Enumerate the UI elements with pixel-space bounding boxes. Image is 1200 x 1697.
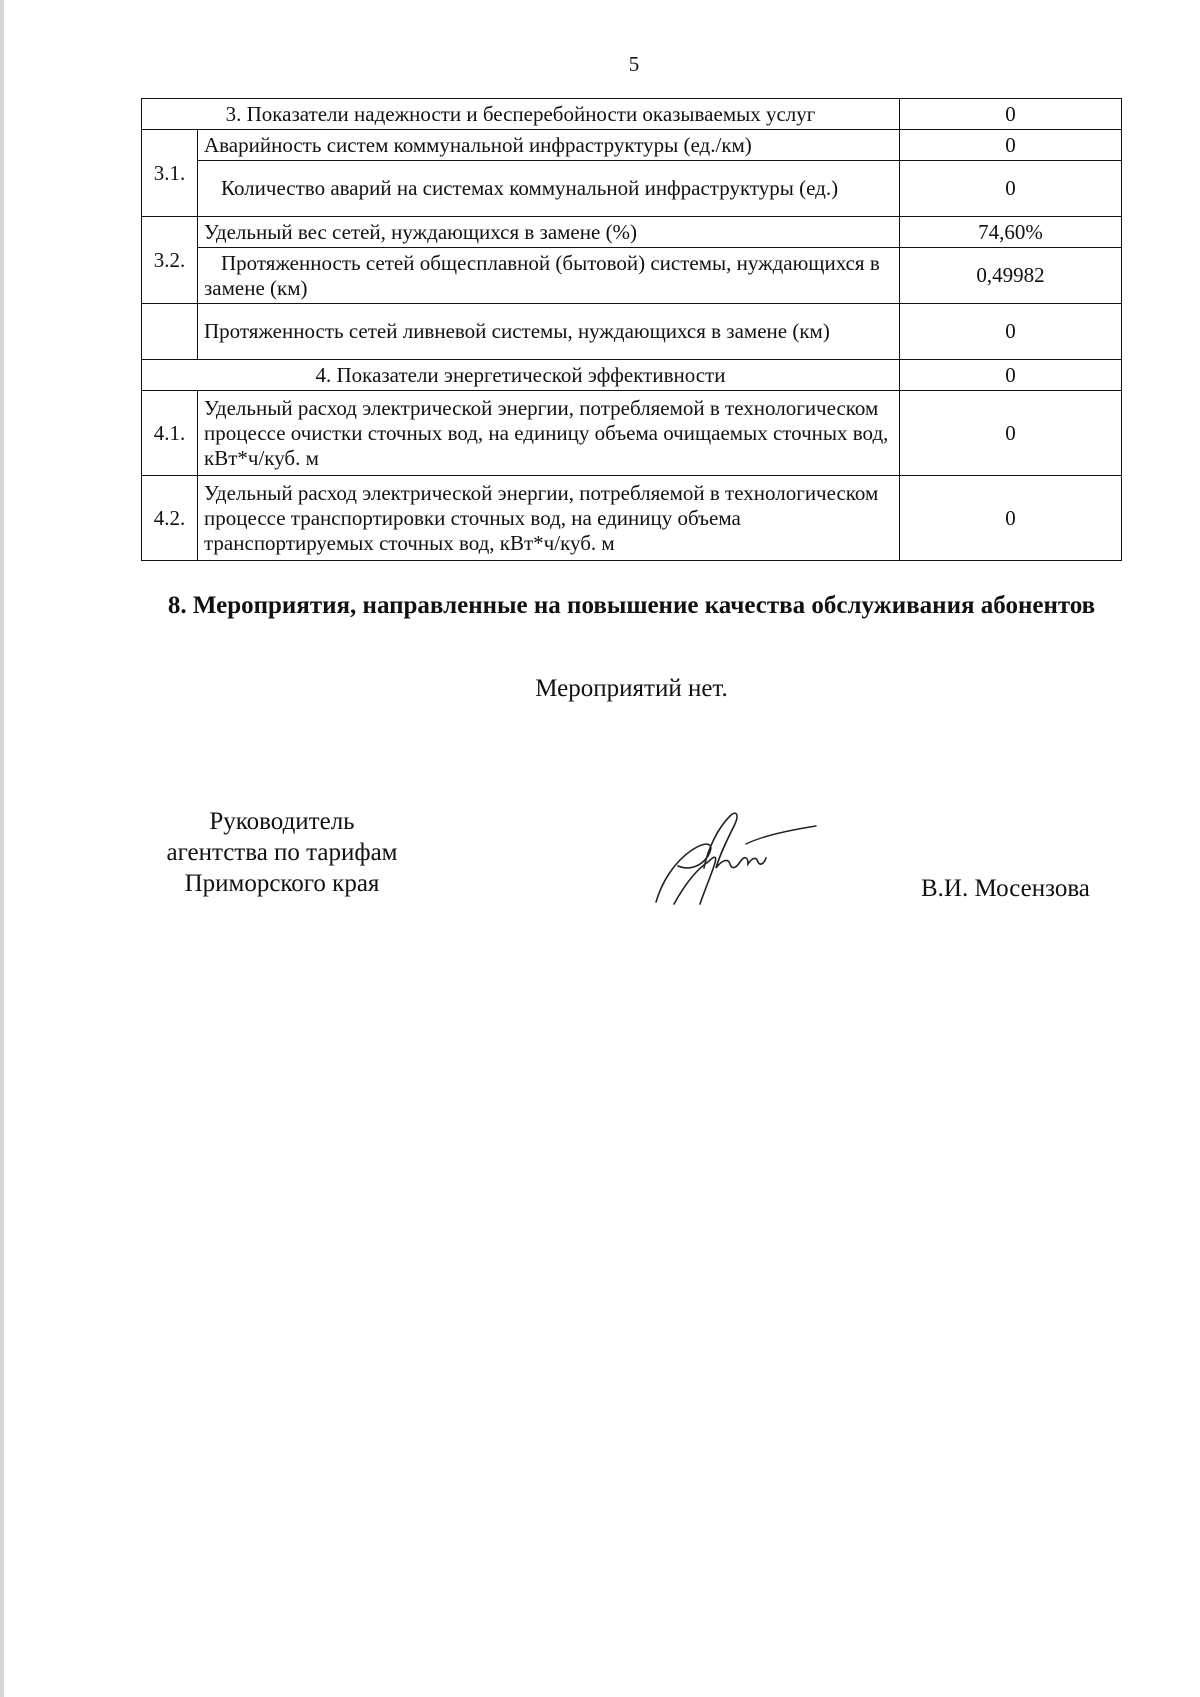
table-row-3-2-a [142, 217, 1122, 248]
section-8-note: Мероприятий нет. [535, 675, 728, 702]
row-3-2-b-value: 0,49982 [900, 248, 1122, 304]
row-4-2-value: 0 [900, 476, 1122, 561]
row-number-3-1: 3.1. [142, 130, 198, 217]
signer-name: В.И. Мосензова [921, 875, 1090, 902]
row-number-empty [142, 304, 198, 360]
row-3-2-a-value: 74,60% [900, 217, 1122, 248]
signer-position-line-2: агентства по тарифам [166, 839, 398, 866]
row-3-1-a-description: Аварийность систем коммунальной инфраструктуры (ед./км) [198, 130, 900, 161]
row-3-1-b-value: 0 [900, 161, 1122, 217]
table-row-section-3 [142, 99, 1122, 130]
storm-network-description: Протяженность сетей ливневой системы, нуждающихся в замене (км) [198, 304, 900, 360]
row-4-2-description: Удельный расход электрической энергии, потребляемой в технологическом процессе транспортировки сточных вод, на единицу объема транспортируемых сточных вод, кВт*ч/куб. м [198, 476, 900, 561]
row-4-1-description: Удельный расход электрической энергии, потребляемой в технологическом процессе очистки сточных вод, на единицу объема очищаемых сточных вод, кВт*ч/куб. м [198, 391, 900, 476]
page-number: 5 [628, 52, 640, 76]
section-3-value: 0 [900, 99, 1122, 130]
table-row-4-1 [142, 391, 1122, 476]
row-3-1-b-description: Количество аварий на системах коммунальной инфраструктуры (ед.) [198, 161, 900, 217]
section-4-title: 4. Показатели энергетической эффективности [142, 360, 900, 391]
table-row-3-1-a [142, 130, 1122, 161]
row-number-3-2: 3.2. [142, 217, 198, 304]
row-number-4-1: 4.1. [142, 391, 198, 476]
row-3-2-a-description: Удельный вес сетей, нуждающихся в замене (%) [198, 217, 900, 248]
section-4-value: 0 [900, 360, 1122, 391]
table-row-4-2 [142, 476, 1122, 561]
table-row-section-4 [142, 360, 1122, 391]
signer-position-line-1: Руководитель [209, 808, 355, 835]
row-3-1-a-value: 0 [900, 130, 1122, 161]
table-row-3-1-b [142, 161, 1122, 217]
section-8-title: 8. Мероприятия, направленные на повышение качества обслуживания абонентов [167, 592, 1096, 619]
row-number-4-2: 4.2. [142, 476, 198, 561]
row-4-1-value: 0 [900, 391, 1122, 476]
section-3-title: 3. Показатели надежности и бесперебойности оказываемых услуг [142, 99, 900, 130]
indicators-table [141, 98, 1122, 561]
table-row-3-2-b [142, 248, 1122, 304]
table-row-storm-network [142, 304, 1122, 360]
scan-left-edge [0, 0, 4, 1697]
signer-position-line-3: Приморского края [184, 870, 380, 897]
row-3-2-b-description: Протяженность сетей общесплавной (бытовой) системы, нуждающихся в замене (км) [198, 248, 900, 304]
signer-position [137, 806, 427, 899]
handwritten-signature [648, 804, 828, 914]
storm-network-value: 0 [900, 304, 1122, 360]
